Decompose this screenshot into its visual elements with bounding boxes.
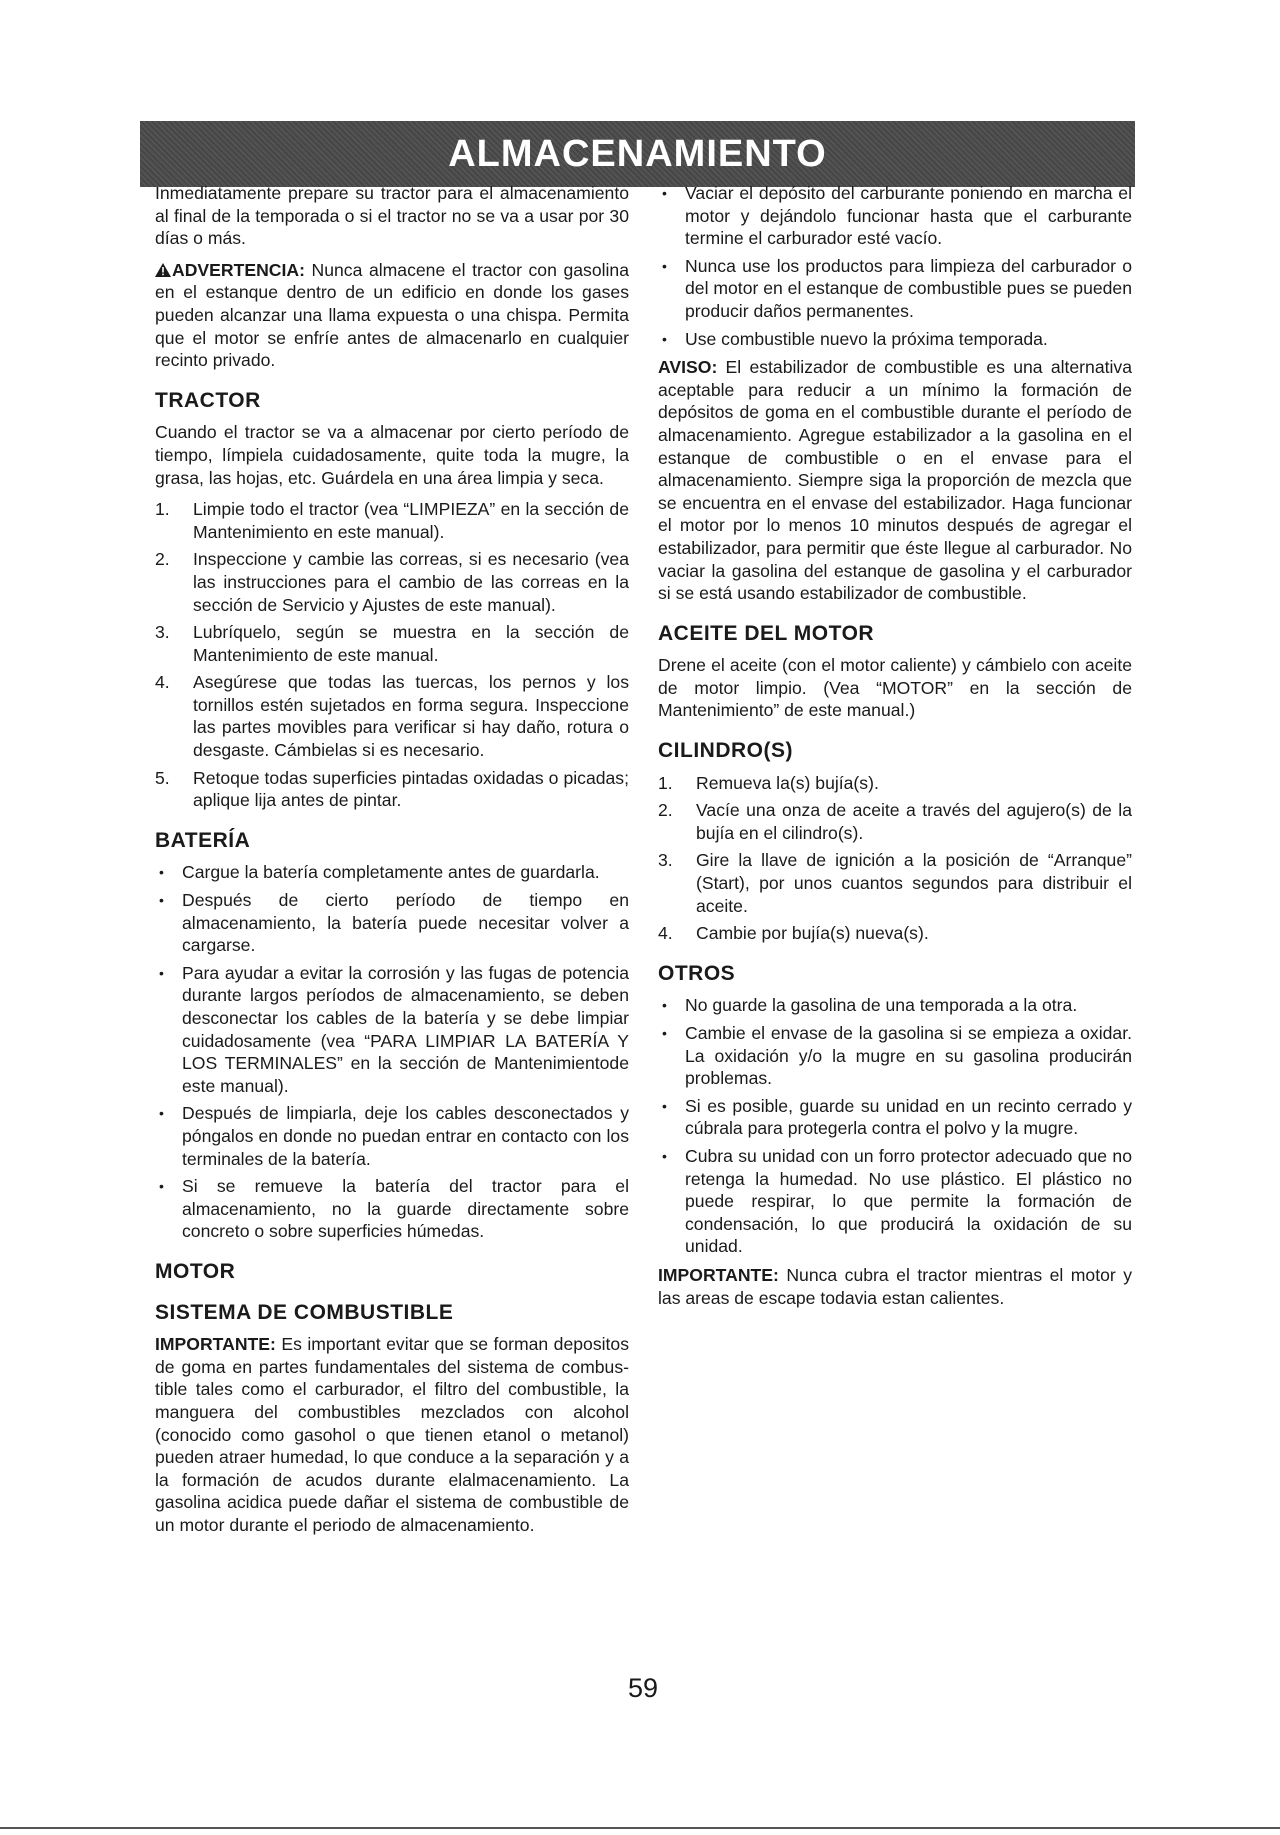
list-item — [658, 799, 1132, 844]
bullet-icon: • — [159, 1105, 164, 1122]
item-number: 4. — [658, 923, 673, 944]
item-text: Si es posible, guarde su unidad en un recinto cerrado y cúbrala para protegerla contra el polvo y la mugre. — [685, 1095, 1132, 1139]
item-text: Nunca use los productos para limpieza del carburador o del motor en el estanque de combustible pues se pueden producir daños permanentes. — [685, 255, 1132, 321]
importante-label: IMPORTANTE: — [155, 1334, 276, 1355]
item-text: Vacíe una onza de aceite a través del agujero(s) de la bujía en el cilindro(s). — [696, 800, 1132, 843]
bullet-icon: • — [159, 864, 164, 881]
aviso-label: AVISO: — [658, 357, 718, 378]
bottom-divider — [0, 1827, 1280, 1829]
list-item — [658, 1145, 1132, 1258]
list-item — [658, 772, 1132, 795]
bullet-icon: • — [662, 257, 667, 274]
item-text: Para ayudar a evitar la corrosión y las fugas de potencia durante largos períodos de almacenamiento, se deben desconectar los cables de la batería y se debe limpiar cuidadosamente (vea “PARA LIMPIAR LA BATERÍA Y LOS TERMINALES” en la sección de Mantenimientode este manual). — [182, 962, 629, 1096]
bullet-icon: • — [159, 892, 164, 909]
otros-list — [658, 994, 1132, 1258]
importante-text: Nunca cubra el tractor mientras el motor y las areas de escape todavia estan calientes. — [658, 1264, 1132, 1308]
item-text: Cambie por bujía(s) nueva(s). — [696, 923, 929, 944]
aceite-paragraph: Drene el aceite (con el motor caliente) y cámbielo con aceite de motor limpio. (Vea “MOTOR” en la sección de Mantenimiento” de este manual.) — [658, 655, 1132, 721]
item-text: Vaciar el depósito del carburante poniendo en marcha el motor y dejándolo funcionar hasta que el carburante termine el carburador esté vacío. — [685, 183, 1132, 249]
list-item — [155, 889, 629, 957]
item-number: 1. — [155, 499, 170, 520]
importante-label: IMPORTANTE: — [658, 1264, 779, 1285]
item-text: Retoque todas superficies pintadas oxidadas o picadas; aplique lija antes de pintar. — [193, 767, 629, 811]
combustible-paragraph — [155, 1333, 629, 1536]
aviso-text: El estabilizador de combustible es una alternativa aceptable para reducir a un mínimo la formación de depósitos de goma en el combustible durante el período de almacenamiento. Agregue estabilizador a la gasolina en el estanque de combustible o en el envase para el almacenamiento. Siempre siga la proporción de mezcla que se encuentra en el envase del estabilizador. Haga funcionar el motor por lo menos 10 minutos después de agregar el estabilizador, para permitir que éste llegue al carburador. No vaciar la gasolina del estanque de gasolina y el carburador si se está usando estabilizador de combustible. — [658, 357, 1132, 604]
item-number: 3. — [155, 622, 170, 643]
bateria-heading: BATERÍA — [155, 828, 251, 852]
bullet-icon: • — [662, 1097, 667, 1114]
warning-label: ADVERTENCIA: — [172, 259, 305, 280]
list-item — [155, 1175, 629, 1243]
importante-paragraph — [658, 1264, 1132, 1309]
bullet-icon: • — [159, 964, 164, 981]
list-item — [155, 621, 629, 666]
item-text: Inspeccione y cambie las correas, si es necesario (vea las instrucciones para el cambio de las correas en la sección de Servicio y Ajustes de este manual). — [193, 549, 629, 615]
aceite-heading: ACEITE DEL MOTOR — [658, 621, 875, 645]
list-item — [658, 1095, 1132, 1140]
item-text: Si se remueve la batería del tractor para el almacenamiento, no la guarde directamente sobre concreto o sobre superficies húmedas. — [182, 1176, 629, 1242]
bullet-icon: • — [662, 997, 667, 1014]
combustible-heading: SISTEMA DE COMBUSTIBLE — [155, 1300, 454, 1324]
bullet-icon: • — [662, 1025, 667, 1041]
motor-heading: MOTOR — [155, 1259, 236, 1283]
item-number: 2. — [658, 800, 673, 821]
list-item — [658, 255, 1132, 323]
list-item — [155, 671, 629, 761]
fuel-list — [658, 182, 1132, 350]
otros-heading: OTROS — [658, 961, 736, 985]
list-item — [155, 767, 629, 812]
item-text: Limpie todo el tractor (vea “LIMPIEZA” en la sección de Mantenimiento en este manual). — [193, 499, 629, 542]
title-banner — [140, 121, 1135, 187]
list-item — [658, 994, 1132, 1017]
item-text: Remueva la(s) bujía(s). — [696, 772, 879, 793]
combustible-text: Es important evitar que se forman depositos de goma en partes fundamentales del sistema de combus-tible tales como el carburador, el filtro del combustible, la manguera del combustibles mezclados con alcohol (conocido como gasohol o que tienen etanol o metanol) pueden atraer humedad, lo que conduce a la separación y a la formación de acudos durante elalmacenamiento. La gasolina acidica puede dañar el sistema de combustible de un motor durante el periodo de almacenamiento. — [155, 1334, 629, 1535]
item-text: Después de limpiarla, deje los cables desconectados y póngalos en donde no puedan entrar en contacto con los terminales de la batería. — [182, 1103, 629, 1169]
bateria-list — [155, 861, 629, 1243]
list-item — [658, 1022, 1132, 1090]
item-number: 1. — [658, 772, 673, 793]
bullet-icon: • — [662, 1147, 667, 1164]
item-text: Después de cierto período de tiempo en almacenamiento, la batería puede necesitar volver a cargarse. — [182, 890, 629, 956]
tractor-heading: TRACTOR — [155, 388, 261, 412]
item-text: No guarde la gasolina de una temporada a la otra. — [685, 995, 1078, 1016]
item-text: Use combustible nuevo la próxima temporada. — [685, 328, 1048, 349]
page-number: 59 — [628, 1673, 659, 1703]
list-item — [658, 182, 1132, 250]
tractor-paragraph: Cuando el tractor se va a almacenar por cierto período de tiempo, límpiela cuidadosamente, quite toda la mugre, la grasa, las hojas, etc. Guárdela en una área limpia y seca. — [155, 422, 629, 488]
warning-paragraph — [155, 259, 629, 372]
list-item — [155, 962, 629, 1098]
item-text: Asegúrese que todas las tuercas, los pernos y los tornillos estén sujetados en forma segura. Inspeccione las partes movibles para verificar si hay daño, rotura o desgaste. Cámbielas si es necesario. — [193, 672, 629, 761]
list-item — [155, 1102, 629, 1170]
page-title: ALMACENAMIENTO — [448, 132, 827, 175]
item-number: 4. — [155, 672, 170, 693]
item-text: Gire la llave de ignición a la posición de “Arranque” (Start), por unos cuantos segundos para distribuir el aceite. — [696, 850, 1132, 916]
cilindro-heading: CILINDRO(S) — [658, 739, 793, 763]
list-item — [155, 861, 629, 884]
item-number: 5. — [155, 767, 170, 788]
intro-paragraph: Inmediatamente prepare su tractor para el almacenamiento al final de la temporada o si el tractor no se va a usar por 30 días o más. — [155, 183, 629, 249]
tractor-list — [155, 498, 629, 812]
list-item — [658, 849, 1132, 917]
item-number: 2. — [155, 549, 170, 570]
list-item — [658, 328, 1132, 351]
cilindro-list — [658, 772, 1132, 945]
item-text: Cambie el envase de la gasolina si se empieza a oxidar. La oxidación y/o la mugre en su gasolina producirán problemas. — [685, 1023, 1132, 1089]
warning-text: Nunca almacene el tractor con gasolina en el estanque dentro de un edificio en donde los gases pueden alcanzar una llama expuesta o una chispa. Permita que el motor se enfríe antes de almacenarlo en cualquier recinto privado. — [155, 259, 629, 371]
bullet-icon: • — [662, 185, 667, 201]
bullet-icon: • — [159, 1178, 164, 1195]
item-number: 3. — [658, 850, 673, 871]
warning-triangle-icon — [155, 263, 171, 277]
left-column — [155, 182, 629, 1545]
list-item — [658, 922, 1132, 945]
item-text: Lubríquelo, según se muestra en la sección de Mantenimiento de este manual. — [193, 622, 629, 665]
bullet-icon: • — [662, 330, 667, 347]
right-column — [658, 182, 1132, 1318]
item-text: Cargue la batería completamente antes de guardarla. — [182, 862, 600, 883]
item-text: Cubra su unidad con un forro protector adecuado que no retenga la humedad. No use plástico. El plástico no puede respirar, lo que permite la formación de condensación, lo que producirá la oxidación de su unidad. — [685, 1145, 1132, 1257]
list-item — [155, 548, 629, 616]
aviso-paragraph — [658, 356, 1132, 605]
list-item — [155, 498, 629, 543]
